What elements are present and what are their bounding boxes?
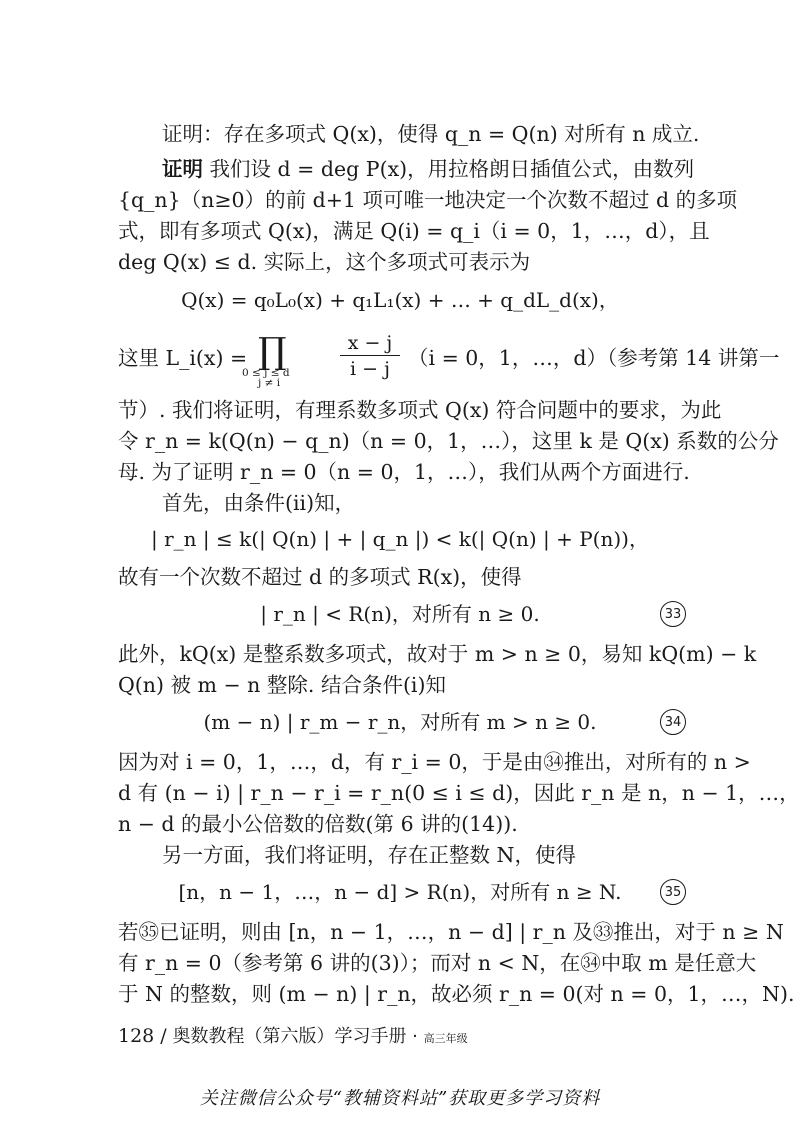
equation-number-33: 33 bbox=[660, 601, 686, 627]
text-line: 故有一个次数不超过 d 的多项式 R(x)，使得 bbox=[118, 565, 522, 589]
fraction-denominator: i − j bbox=[350, 358, 390, 380]
text-line: 令 r_n = k(Q(n) − q_n)（n = 0，1，…），这里 k 是 Q(x) 系数的公分 bbox=[118, 429, 779, 453]
text-line: Q(n) 被 m − n 整除. 结合条件(i)知 bbox=[118, 673, 446, 697]
product-definition-line bbox=[118, 331, 780, 389]
formula-lagrange: Q(x) = q₀L₀(x) + q₁L₁(x) + … + q_dL_d(x)， bbox=[181, 288, 619, 312]
text-line: {q_n}（n≥0）的前 d+1 项可唯一地决定一个次数不超过 d 的多项 bbox=[118, 188, 738, 212]
text-line: 有 r_n = 0（参考第 6 讲的(3)）；而对 n < N，在㉞中取 m 是任意大 bbox=[118, 951, 757, 975]
text-line: 此外，kQ(x) 是整系数多项式，故对于 m > n ≥ 0，易知 kQ(m) − k bbox=[118, 642, 757, 666]
equation-number-35: 35 bbox=[660, 879, 686, 905]
formula-33: | r_n | < R(n)，对所有 n ≥ 0. bbox=[260, 602, 540, 626]
text-line: 另一方面，我们将证明，存在正整数 N，使得 bbox=[162, 843, 576, 867]
product-symbol: ∏ bbox=[258, 331, 287, 372]
product-fraction bbox=[340, 332, 400, 380]
fraction-numerator: x − j bbox=[340, 332, 400, 356]
grade-label: 高三年级 bbox=[423, 1032, 468, 1045]
product-index-exclusion: j ≠ i bbox=[258, 377, 281, 389]
product-index-range: 0 ≤ j ≤ d bbox=[242, 367, 290, 379]
text-line: deg Q(x) ≤ d. 实际上，这个多项式可表示为 bbox=[118, 250, 531, 274]
watermark-text: 关注微信公众号“教辅资料站”获取更多学习资料 bbox=[199, 1088, 601, 1109]
page-footer bbox=[118, 1021, 468, 1051]
equation-number-34: 34 bbox=[660, 709, 686, 735]
proof-label: 证明 bbox=[162, 157, 203, 181]
proof-text: 我们设 d = deg P(x)，用拉格朗日插值公式，由数列 bbox=[209, 157, 695, 181]
product-suffix: （i = 0，1，…，d）（参考第 14 讲第一 bbox=[408, 346, 780, 370]
text-line-proof-start bbox=[162, 155, 695, 183]
text-line: 首先，由条件(ii)知， bbox=[162, 491, 356, 515]
text-line: 节）. 我们将证明，有理系数多项式 Q(x) 符合问题中的要求，为此 bbox=[118, 398, 722, 422]
text-line: 若㉟已证明，则由 [n，n − 1，…，n − d] | r_n 及㉝推出，对于 n ≥ N bbox=[118, 920, 784, 944]
text-line: d 有 (n − i) | r_n − r_i = r_n(0 ≤ i ≤ d)，因此 r_n 是 n，n − 1，…， bbox=[118, 781, 800, 805]
text-line: 于 N 的整数，则 (m − n) | r_n，故必须 r_n = 0(对 n = 0，1，…，N). bbox=[118, 982, 795, 1006]
text-line: n − d 的最小公倍数的倍数(第 6 讲的(14)). bbox=[118, 812, 518, 836]
page-number: 128 / bbox=[118, 1025, 167, 1047]
formula-34: (m − n) | r_m − r_n，对所有 m > n ≥ 0. bbox=[203, 710, 597, 734]
text-line: 式，即有多项式 Q(x)，满足 Q(i) = q_i（i = 0，1，…，d），且 bbox=[118, 219, 710, 243]
text-line: 母. 为了证明 r_n = 0（n = 0，1，…），我们从两个方面进行. bbox=[118, 460, 690, 484]
book-title: 奥数教程（第六版）学习手册 · bbox=[172, 1026, 418, 1047]
text-line: 因为对 i = 0，1，…，d，有 r_i = 0，于是由㉞推出，对所有的 n > bbox=[118, 750, 751, 774]
formula-inequality: | r_n | ≤ k(| Q(n) | + | q_n |) < k(| Q(n) | + P(n))， bbox=[151, 527, 649, 551]
text-line-claim: 证明：存在多项式 Q(x)，使得 q_n = Q(n) 对所有 n 成立. bbox=[162, 122, 700, 146]
formula-35: [n，n − 1，…，n − d] > R(n)，对所有 n ≥ N. bbox=[178, 880, 622, 904]
product-prefix: 这里 L_i(x) = bbox=[118, 346, 248, 370]
